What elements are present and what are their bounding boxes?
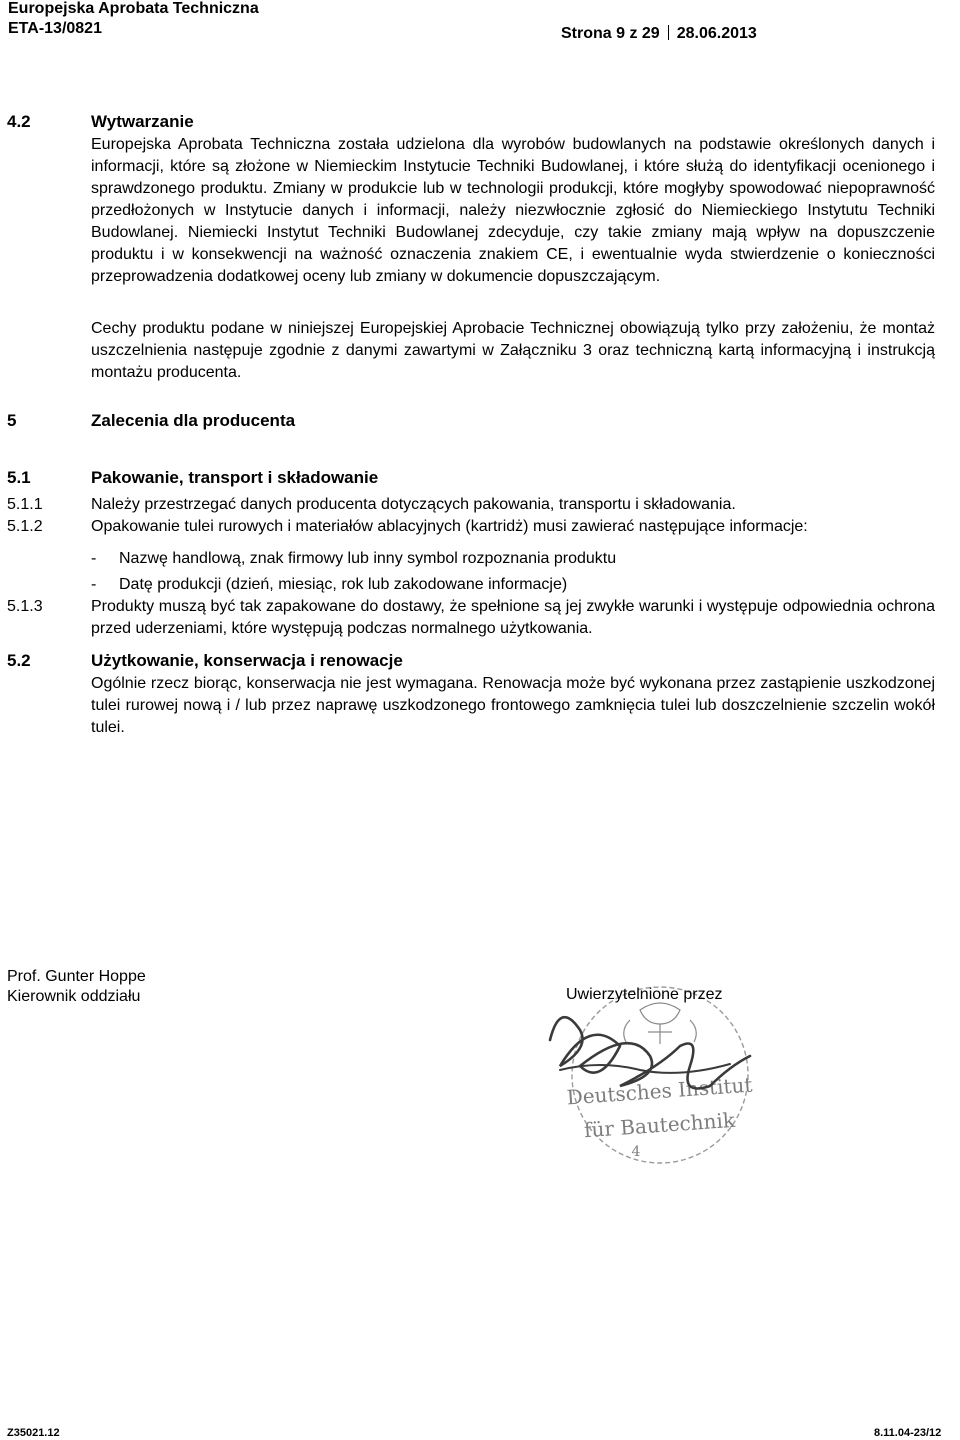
section-4-2-number: 4.2: [7, 112, 31, 131]
bullet-item: Datę produkcji (dzień, miesiąc, rok lub zakodowane informacje): [119, 576, 568, 593]
signatory-name: Prof. Gunter Hoppe: [7, 968, 146, 985]
section-4-2-paragraph-1: Europejska Aprobata Techniczna została udzielona dla wyrobów budowlanych na podstawie określonych danych i informacji, które są złożone w Niemieckim Instytucie Techniki Budowlanej, i które służą do identyfikacji ocenionego i sprawdzonego produktu. Zmiany w produkcie lub w technologii produkcji, które mogłyby spowodować niepoprawność przedłożonych w Instytucie danych i informacji, należy niezwłocznie zgłosić do Niemieckiego Instytutu Techniki Budowlanej. Niemiecki Instytut Techniki Budowlanej zdecyduje, czy takie zmiany mają wpływ na dopuszczenie produktu i w konsekwencji na ważność oznaczenia znakiem CE, i ewentualnie wyda stwierdzenie o konieczności przeprowadzenia dodatkowej oceny lub zmiany w dokumencie dopuszczającym.: [91, 136, 935, 285]
item-5-1-2-number: 5.1.2: [7, 518, 43, 535]
section-4-2-title: Wytwarzanie: [91, 112, 194, 131]
item-5-1-3-text: Produkty muszą być tak zapakowane do dostawy, że spełnione są jej zwykłe warunki i występuje odpowiednia ochrona przed uderzeniami, które występują podczas normalnego użytkowania.: [91, 598, 935, 637]
item-5-1-1-number: 5.1.1: [7, 496, 43, 513]
handwritten-signature-icon: [550, 1017, 750, 1088]
bullet-dash: -: [91, 550, 97, 567]
signatory-role: Kierownik oddziału: [7, 988, 141, 1005]
footer-right-code: 8.11.04-23/12: [874, 1427, 942, 1439]
official-stamp: [520, 980, 800, 1180]
header-separator: [668, 25, 669, 40]
section-5-title: Zalecenia dla producenta: [91, 411, 296, 430]
page-info: [561, 25, 757, 43]
section-5-2-number: 5.2: [7, 651, 31, 670]
stamp-lettering-1: Deutsches Institut: [565, 1072, 754, 1110]
bullet-item: Nazwę handlową, znak firmowy lub inny symbol rozpoznania produktu: [119, 550, 617, 567]
footer-left-code: Z35021.12: [7, 1427, 60, 1439]
item-5-1-2-text: Opakowanie tulei rurowych i materiałów ablacyjnych (kartridż) musi zawierać następujące informacje:: [91, 518, 808, 535]
item-5-1-3-number: 5.1.3: [7, 598, 43, 615]
stamp-lettering-2: für Bautechnik: [583, 1107, 736, 1143]
bullet-dash: -: [91, 576, 97, 593]
page-label: Strona 9 z 29: [561, 25, 660, 42]
stamp-number: 4: [631, 1144, 641, 1160]
section-5-2-paragraph: Ogólnie rzecz biorąc, konserwacja nie jest wymagana. Renowacja może być wykonana przez zastąpienie uszkodzonej tulei rurowej nową i / lub przez naprawę uszkodzonego frontowego zamknięcia tulei lub doszczelnienie szczelin wokół tulei.: [91, 675, 935, 736]
certified-by-label: Uwierzytelnione przez: [566, 986, 723, 1003]
section-5-1-number: 5.1: [7, 468, 31, 487]
section-5-number: 5: [7, 411, 17, 430]
header-date: 28.06.2013: [676, 25, 757, 42]
section-5-2-title: Użytkowanie, konserwacja i renowacje: [91, 651, 403, 670]
section-5-1-title: Pakowanie, transport i składowanie: [91, 468, 379, 487]
section-4-2-paragraph-2: Cechy produktu podane w niniejszej Europejskiej Aprobacie Technicznej obowiązują tylko przy założeniu, że montaż uszczelnienia następuje zgodnie z danymi zawartymi w Załączniku 3 oraz techniczną kartą informacyjną i instrukcją montażu producenta.: [91, 320, 935, 381]
eta-number: ETA-13/0821: [8, 20, 102, 37]
item-5-1-1-text: Należy przestrzegać danych producenta dotyczących pakowania, transportu i składowania.: [91, 496, 736, 513]
document-title: Europejska Aprobata Techniczna: [8, 0, 259, 17]
eagle-emblem-icon: [624, 1003, 697, 1044]
